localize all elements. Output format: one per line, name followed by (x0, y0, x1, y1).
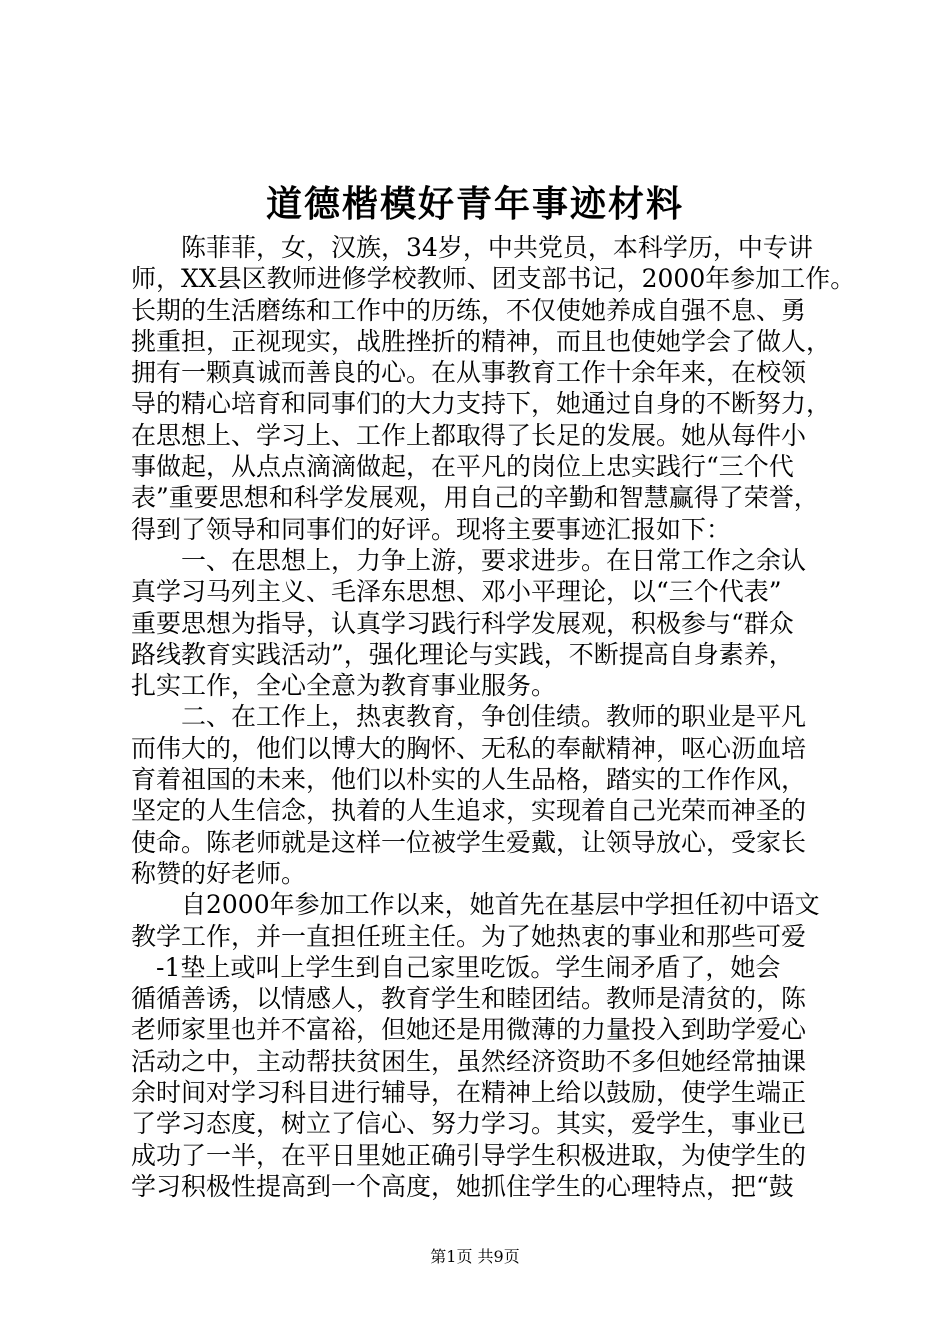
body-line: 使命。陈老师就是这样一位被学生爱戴，让领导放心，受家长 (131, 827, 807, 857)
body-line: 表”重要思想和科学发展观，用自己的辛勤和智慧赢得了荣誉， (131, 483, 819, 513)
body-line: 成功了一半，在平日里她正确引导学生积极进取，为使学生的 (131, 1140, 807, 1170)
document-body (131, 232, 855, 1202)
body-line: 而伟大的，他们以博大的胸怀、无私的奉献精神，呕心沥血培 (131, 733, 807, 763)
body-line: 余时间对学习科目进行辅导，在精神上给以鼓励，使学生端正 (131, 1078, 807, 1108)
body-line: 循循善诱，以情感人，教育学生和睦团结。教师是清贫的，陈 (131, 984, 807, 1014)
body-line: 得到了领导和同事们的好评。现将主要事迹汇报如下： (131, 514, 732, 544)
body-line: 育着祖国的未来，他们以朴实的人生品格，踏实的工作作风， (131, 765, 807, 795)
body-line: 一、在思想上，力争上游，要求进步。在日常工作之余认 (131, 545, 807, 575)
body-line: 老师家里也并不富裕，但她还是用微薄的力量投入到助学爱心 (131, 1015, 807, 1045)
body-line: 导的精心培育和同事们的大力支持下，她通过自身的不断努力， (131, 389, 832, 419)
body-line: 称赞的好老师。 (131, 858, 307, 888)
document-title: 道德楷模好青年事迹材料 (265, 183, 684, 225)
body-line: 长期的生活磨练和工作中的历练，不仅使她养成自强不息、勇 (131, 295, 807, 325)
body-line: 了学习态度，树立了信心、努力学习。其实，爱学生，事业已 (131, 1109, 807, 1139)
body-line: 在思想上、学习上、工作上都取得了长足的发展。她从每件小 (131, 420, 807, 450)
body-line: 二、在工作上，热衷教育，争创佳绩。教师的职业是平凡 (131, 702, 807, 732)
body-line: 扎实工作，全心全意为教育事业服务。 (131, 671, 557, 701)
body-line: 活动之中，主动帮扶贫困生，虽然经济资助不多但她经常抽课 (131, 1046, 807, 1076)
body-line: 真学习马列主义、毛泽东思想、邓小平理论，以“三个代表” (131, 577, 782, 607)
body-line: 拥有一颗真诚而善良的心。在从事教育工作十余年来，在校领 (131, 358, 807, 388)
body-line: 事做起，从点点滴滴做起，在平凡的岗位上忠实践行“三个代 (131, 452, 794, 482)
body-line: 路线教育实践活动”，强化理论与实践，不断提高自身素养， (131, 639, 794, 669)
body-line: 自2000年参加工作以来，她首先在基层中学担任初中语文 (131, 890, 820, 920)
body-line: 挑重担，正视现实，战胜挫折的精神，而且也使她学会了做人， (131, 326, 832, 356)
body-line: -1垫上或叫上学生到自己家里吃饭。学生闹矛盾了，她会 (131, 952, 781, 982)
body-line: 教学工作，并一直担任班主任。为了她热衷的事业和那些可爱 (131, 921, 807, 951)
body-line: 学习积极性提高到一个高度，她抓住学生的心理特点，把“鼓 (131, 1171, 794, 1201)
body-line: 坚定的人生信念，执着的人生追求，实现着自己光荣而神圣的 (131, 796, 807, 826)
body-line: 陈菲菲，女，汉族，34岁，中共党员，本科学历，中专讲 (131, 233, 813, 262)
page-number-footer: 第1页 共9页 (430, 1247, 520, 1266)
body-line: 师，XX县区教师进修学校教师、团支部书记，2000年参加工作。 (131, 264, 855, 294)
body-line: 重要思想为指导，认真学习践行科学发展观，积极参与“群众 (131, 608, 794, 638)
